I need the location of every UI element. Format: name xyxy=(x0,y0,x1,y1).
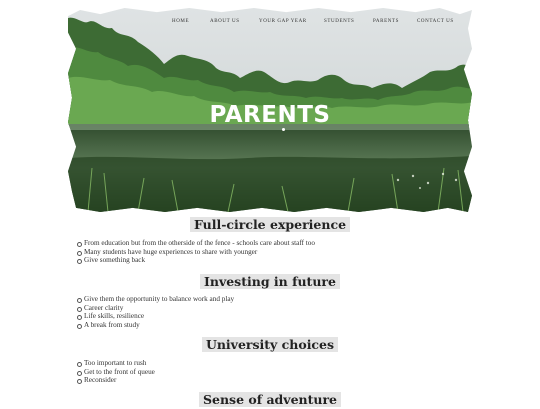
list-item: Too important to rush xyxy=(84,359,155,368)
heading-text: Full-circle experience xyxy=(190,217,350,232)
heading-text: University choices xyxy=(202,337,338,352)
list-item: Give something back xyxy=(84,256,315,265)
list-item: Life skills, resilience xyxy=(84,312,234,321)
list-item: Get to the front of queue xyxy=(84,367,155,376)
list-item: Career clarity xyxy=(84,304,234,313)
section-list-university xyxy=(84,359,155,385)
section-list-full-circle xyxy=(84,239,315,265)
nav-link-home[interactable]: HOME xyxy=(172,19,190,24)
section-heading-investing xyxy=(0,273,540,291)
list-item: From education but from the otherside of the fence - schools care about staff too xyxy=(84,239,315,247)
section-heading-adventure xyxy=(0,391,540,409)
heading-text: Investing in future xyxy=(200,274,340,289)
heading-text: Sense of adventure xyxy=(199,392,341,407)
list-item: Many students have huge experiences to share with younger xyxy=(84,248,315,257)
list-item: Give them the opportunity to balance work and play xyxy=(84,295,235,303)
section-heading-full-circle xyxy=(0,216,540,234)
section-list-investing xyxy=(84,295,234,329)
section-heading-university xyxy=(0,336,540,354)
list-item: A break from study xyxy=(84,321,234,330)
nav-link-your-gap-year[interactable]: YOUR GAP YEAR xyxy=(259,19,307,24)
nav-link-parents[interactable]: PARENTS xyxy=(373,19,399,24)
top-navigation xyxy=(104,19,472,39)
list-item: Reconsider xyxy=(84,376,155,385)
page-title: PARENTS xyxy=(209,102,331,128)
nav-link-contact-us[interactable]: CONTACT US xyxy=(417,19,454,24)
title-dot xyxy=(282,128,285,131)
nav-link-students[interactable]: STUDENTS xyxy=(324,19,355,24)
nav-link-about-us[interactable]: ABOUT US xyxy=(210,19,240,24)
